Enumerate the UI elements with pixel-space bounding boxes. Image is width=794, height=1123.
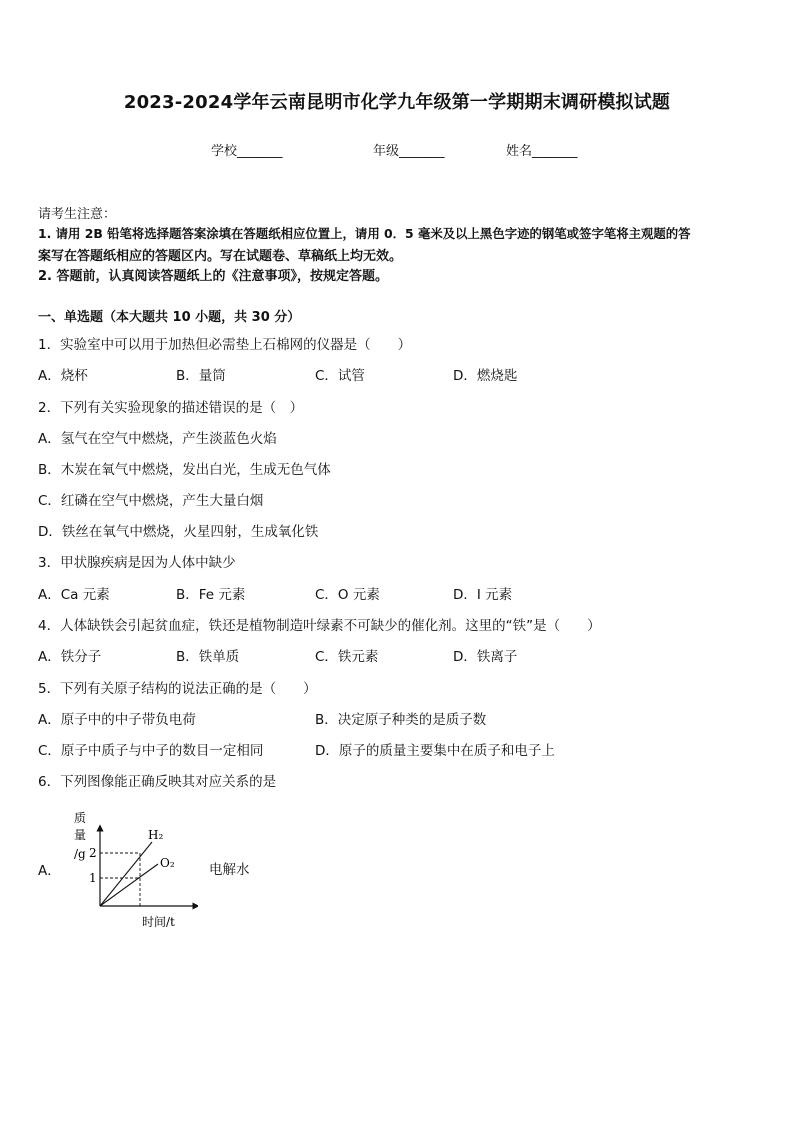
q2-option-a: A．氢气在空气中燃烧，产生淡蓝色火焰 (38, 431, 277, 447)
q6-option-a-caption: 电解水 (209, 862, 250, 878)
q4-option-a: A．铁分子 (38, 649, 102, 665)
q1-option-a: A．烧杯 (38, 368, 88, 384)
question-6-stem: 6．下列图像能正确反映其对应关系的是 (38, 774, 277, 790)
q6-option-a: A． (38, 863, 61, 879)
school-field: 学校_______ (211, 144, 283, 159)
q3-option-a: A．Ca 元素 (38, 587, 110, 603)
q1-option-c: C．试管 (315, 368, 365, 384)
section-heading: 一、单选题（本大题共 10 小题，共 30 分） (38, 310, 301, 325)
q3-option-c: C．O 元素 (315, 587, 380, 603)
y-label-1: 质 (74, 811, 87, 825)
q5-option-a: A．原子中的中子带负电荷 (38, 712, 196, 728)
x-label: 时间/t (142, 915, 175, 929)
q1-option-d: D．燃烧匙 (453, 368, 518, 384)
q4-option-b: B．铁单质 (176, 649, 240, 665)
notice-line-1a: 1. 请用 2B 铅笔将选择题答案涂填在答题纸相应位置上，请用 0．5 毫米及以上黑色字迹的钢笔或签字笔将主观题的答 (38, 226, 691, 241)
q3-option-b: B．Fe 元素 (176, 587, 246, 603)
q5-option-b: B．决定原子种类的是质子数 (315, 712, 487, 728)
y-tick-1: 1 (89, 871, 97, 885)
q2-option-c: C．红磷在空气中燃烧，产生大量白烟 (38, 493, 264, 509)
notice-line-2: 2. 答题前，认真阅读答题纸上的《注意事项》，按规定答题。 (38, 269, 389, 284)
question-4-stem: 4．人体缺铁会引起贫血症，铁还是植物制造叶绿素不可缺少的催化剂。这里的“铁”是（ ） (38, 618, 601, 634)
q2-option-d: D．铁丝在氧气中燃烧，火星四射，生成氧化铁 (38, 524, 319, 540)
q2-option-b: B．木炭在氧气中燃烧，发出白光，生成无色气体 (38, 462, 331, 478)
page-title: 2023-2024学年云南昆明市化学九年级第一学期期末调研模拟试题 (123, 92, 671, 113)
question-3-stem: 3．甲状腺疾病是因为人体中缺少 (38, 555, 236, 571)
grade-field: 年级_______ (373, 144, 445, 159)
notice-line-1b: 案写在答题纸相应的答题区内。写在试题卷、草稿纸上均无效。 (38, 249, 403, 264)
question-2-stem: 2．下列有关实验现象的描述错误的是（ ） (38, 400, 304, 416)
q1-option-b: B．量筒 (176, 368, 226, 384)
electrolysis-graph (68, 808, 198, 933)
question-1-stem: 1．实验室中可以用于加热但必需垫上石棉网的仪器是（ ） (38, 337, 412, 353)
q3-option-d: D．I 元素 (453, 587, 513, 603)
y-label-2: 量 (74, 828, 87, 842)
q5-option-d: D．原子的质量主要集中在质子和电子上 (315, 743, 555, 759)
notice-heading: 请考生注意： (38, 207, 117, 222)
q4-option-d: D．铁离子 (453, 649, 518, 665)
q4-option-c: C．铁元素 (315, 649, 379, 665)
label-o2: O₂ (160, 856, 175, 870)
label-h2: H₂ (148, 828, 164, 842)
q5-option-c: C．原子中质子与中子的数目一定相同 (38, 743, 264, 759)
y-tick-2: 2 (89, 846, 97, 860)
y-label-unit: /g (74, 847, 86, 861)
name-field: 姓名_______ (506, 144, 578, 159)
question-5-stem: 5．下列有关原子结构的说法正确的是（ ） (38, 681, 317, 697)
